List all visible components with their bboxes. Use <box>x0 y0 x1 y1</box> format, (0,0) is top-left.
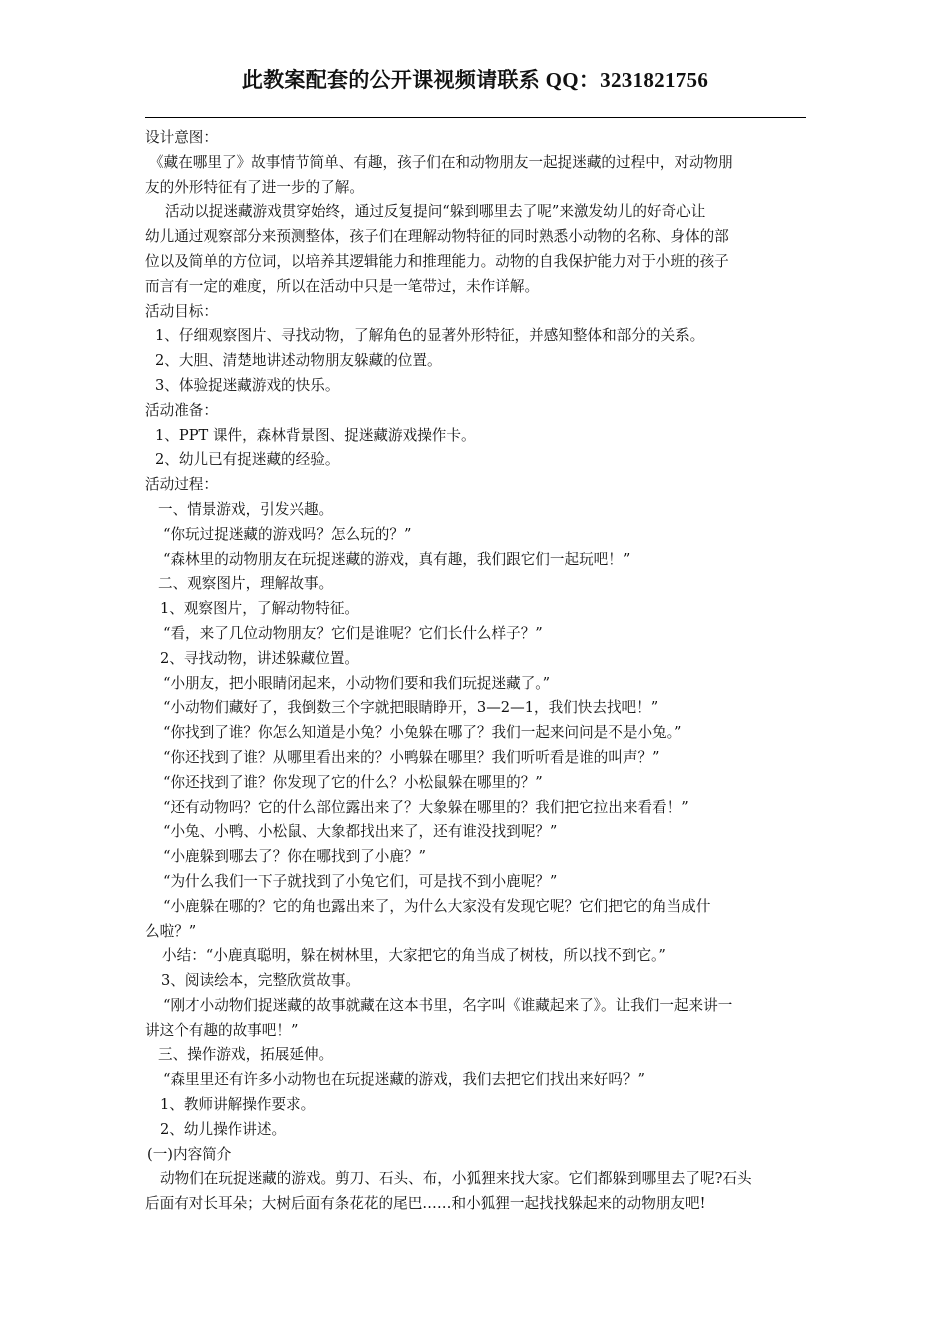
text-line: “你还找到了谁？从哪里看出来的？小鸭躲在哪里？我们听听看是谁的叫声？” <box>163 748 660 766</box>
text-line: “看，来了几位动物朋友？它们是谁呢？它们长什么样子？” <box>163 624 543 642</box>
text-line: “你还找到了谁？你发现了它的什么？小松鼠躲在哪里的？” <box>163 773 543 791</box>
text-line: “小动物们藏好了，我倒数三个字就把眼睛睁开，3—2—1，我们快去找吧！” <box>163 699 659 717</box>
text-line: 1、PPT 课件，森林背景图、捉迷藏游戏操作卡。 <box>155 426 476 444</box>
text-line: 讲这个有趣的故事吧！” <box>145 1021 299 1039</box>
text-line: “还有动物吗？它的什么部位露出来了？大象躲在哪里的？我们把它拉出来看看！” <box>163 798 689 816</box>
text-line: 小结：“小鹿真聪明，躲在树林里，大家把它的角当成了树枝，所以找不到它。” <box>162 947 666 965</box>
text-line: 3、阅读绘本，完整欣赏故事。 <box>161 972 361 990</box>
document-header-title: 此教案配套的公开课视频请联系 QQ：3231821756 <box>241 68 709 92</box>
text-line: “小鹿躲到哪去了？你在哪找到了小鹿？” <box>163 848 427 866</box>
text-line: “刚才小动物们捉迷藏的故事就藏在这本书里，名字叫《谁藏起来了》。让我们一起来讲一 <box>163 996 733 1014</box>
text-line: 设计意图： <box>145 129 218 146</box>
text-line: 3、体验捉迷藏游戏的快乐。 <box>155 376 340 394</box>
text-line: “你玩过捉迷藏的游戏吗？怎么玩的？” <box>163 525 412 543</box>
text-line: 后面有对长耳朵；大树后面有条花花的尾巴……和小狐狸一起找找躲起来的动物朋友吧! <box>145 1195 706 1213</box>
text-line: 活动准备： <box>145 401 218 419</box>
text-line: 位以及简单的方位词，以培养其逻辑能力和推理能力。动物的自我保护能力对于小班的孩子 <box>145 252 729 270</box>
text-line: 《藏在哪里了》故事情节简单、有趣，孩子们在和动物朋友一起捉迷藏的过程中，对动物朋 <box>149 153 733 171</box>
text-line: 2、大胆、清楚地讲述动物朋友躲藏的位置。 <box>155 352 442 370</box>
text-line: 1、仔细观察图片、寻找动物，了解角色的显著外形特征，并感知整体和部分的关系。 <box>155 327 705 345</box>
document-body <box>145 126 809 1217</box>
text-line: “小兔、小鸭、小松鼠、大象都找出来了，还有谁没找到呢？” <box>163 823 558 841</box>
text-line: “你找到了谁？你怎么知道是小兔？小兔躲在哪了？我们一起来问问是不是小兔。” <box>163 724 682 742</box>
text-line: 2、幼儿已有捉迷藏的经验。 <box>155 451 340 469</box>
text-line: “小朋友，把小眼睛闭起来，小动物们要和我们玩捉迷藏了。” <box>163 674 551 692</box>
header-rule <box>145 117 806 118</box>
text-line: 活动过程： <box>145 476 218 494</box>
text-line: 动物们在玩捉迷藏的游戏。剪刀、石头、布，小狐狸来找大家。它们都躲到哪里去了呢?石头 <box>160 1170 752 1188</box>
text-line: 2、寻找动物，讲述躲藏位置。 <box>160 649 360 667</box>
text-line: 而言有一定的难度，所以在活动中只是一笔带过，未作详解。 <box>145 277 540 295</box>
text-line: 活动目标： <box>145 302 218 320</box>
text-line: 二、观察图片，理解故事。 <box>158 575 334 593</box>
text-line: 一、情景游戏，引发兴趣。 <box>158 500 334 518</box>
text-line: “小鹿躲在哪的？它的角也露出来了，为什么大家没有发现它呢？它们把它的角当成什 <box>163 897 711 915</box>
text-line: 1、观察图片，了解动物特征。 <box>160 600 360 618</box>
text-line: (一)内容简介 <box>147 1145 232 1163</box>
text-line: 友的外形特征有了进一步的了解。 <box>145 178 364 196</box>
text-line: 2、幼儿操作讲述。 <box>160 1120 287 1138</box>
text-line: “森里里还有许多小动物也在玩捉迷藏的游戏，我们去把它们找出来好吗？” <box>163 1071 645 1089</box>
text-line: 么啦？” <box>145 922 197 940</box>
text-line: 幼儿通过观察部分来预测整体，孩子们在理解动物特征的同时熟悉小动物的名称、身体的部 <box>145 228 729 246</box>
text-line: “森林里的动物朋友在玩捉迷藏的游戏，真有趣，我们跟它们一起玩吧！” <box>163 550 631 568</box>
text-line: 1、教师讲解操作要求。 <box>160 1096 316 1114</box>
text-line: “为什么我们一下子就找到了小兔它们，可是找不到小鹿呢？” <box>163 872 558 890</box>
text-line: 三、操作游戏，拓展延伸。 <box>158 1046 334 1064</box>
text-line: 活动以捉迷藏游戏贯穿始终，通过反复提问“躲到哪里去了呢”来激发幼儿的好奇心让 <box>165 203 706 221</box>
